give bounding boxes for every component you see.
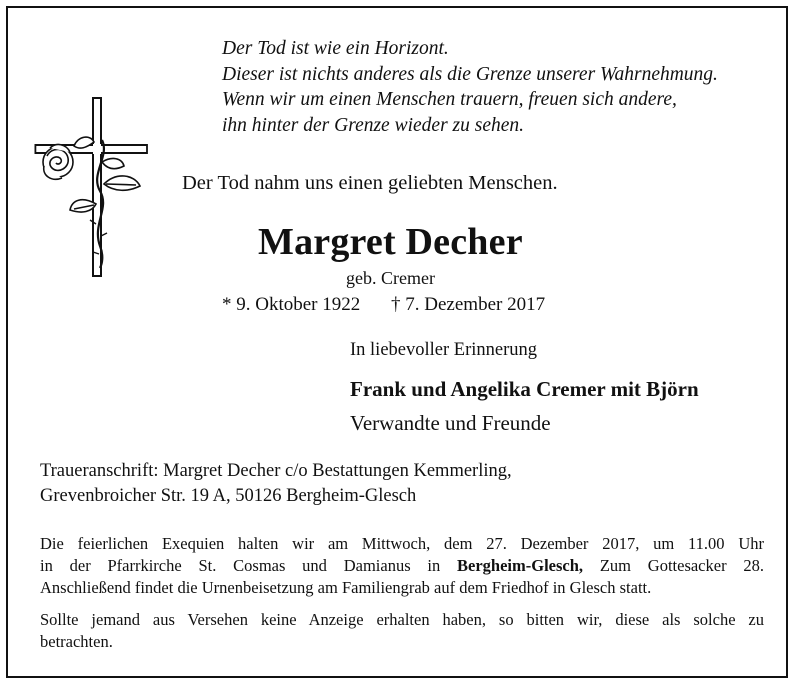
address-line: Grevenbroicher Str. 19 A, 50126 Bergheim-Glesch (40, 486, 417, 506)
birth-date: * 9. Oktober 1922 (222, 294, 361, 315)
poem-line: Wenn wir um einen Menschen trauern, freuen sich andere, (222, 89, 677, 111)
service-location: Bergheim-Glesch, (457, 556, 584, 575)
maiden-name: geb. Cremer (346, 268, 435, 288)
service-line: Die feierlichen Exequien halten wir am Mittwoch, dem 27. Dezember 2017, um 11.00 Uhr (40, 534, 764, 553)
family-names: Frank und Angelika Cremer mit Björn (350, 377, 699, 401)
notice-paragraph (40, 609, 764, 653)
notice-line: Sollte jemand aus Versehen keine Anzeige erhalten haben, so bitten wir, diese als solche zu (40, 610, 764, 629)
service-line (40, 555, 764, 577)
memory-line: In liebevoller Erinnerung (350, 340, 537, 360)
service-text: Zum Gottesacker 28. (583, 556, 764, 575)
service-text: in der Pfarrkirche St. Cosmas und Damianus in (40, 556, 458, 575)
deceased-name: Margret Decher (258, 221, 523, 263)
intro-line: Der Tod nahm uns einen geliebten Menschen. (182, 172, 558, 194)
address-line: Traueranschrift: Margret Decher c/o Bestattungen Kemmerling, (40, 461, 512, 481)
poem (222, 36, 718, 138)
mourning-address (40, 459, 512, 509)
poem-line: Dieser ist nichts anderes als die Grenze unserer Wahrnehmung. (222, 63, 718, 85)
service-paragraph (40, 533, 764, 599)
life-dates (222, 294, 545, 316)
poem-line: Der Tod ist wie ein Horizont. (222, 38, 449, 59)
death-date: † 7. Dezember 2017 (391, 294, 546, 315)
service-line: Anschließend findet die Urnenbeisetzung am Familiengrab auf dem Friedhof in Glesch statt. (40, 578, 652, 597)
notice-line: betrachten. (40, 632, 113, 651)
relatives-line: Verwandte und Freunde (350, 411, 551, 435)
poem-line: ihn hinter der Grenze wieder zu sehen. (222, 114, 525, 136)
cross-with-rose-icon (30, 96, 148, 285)
